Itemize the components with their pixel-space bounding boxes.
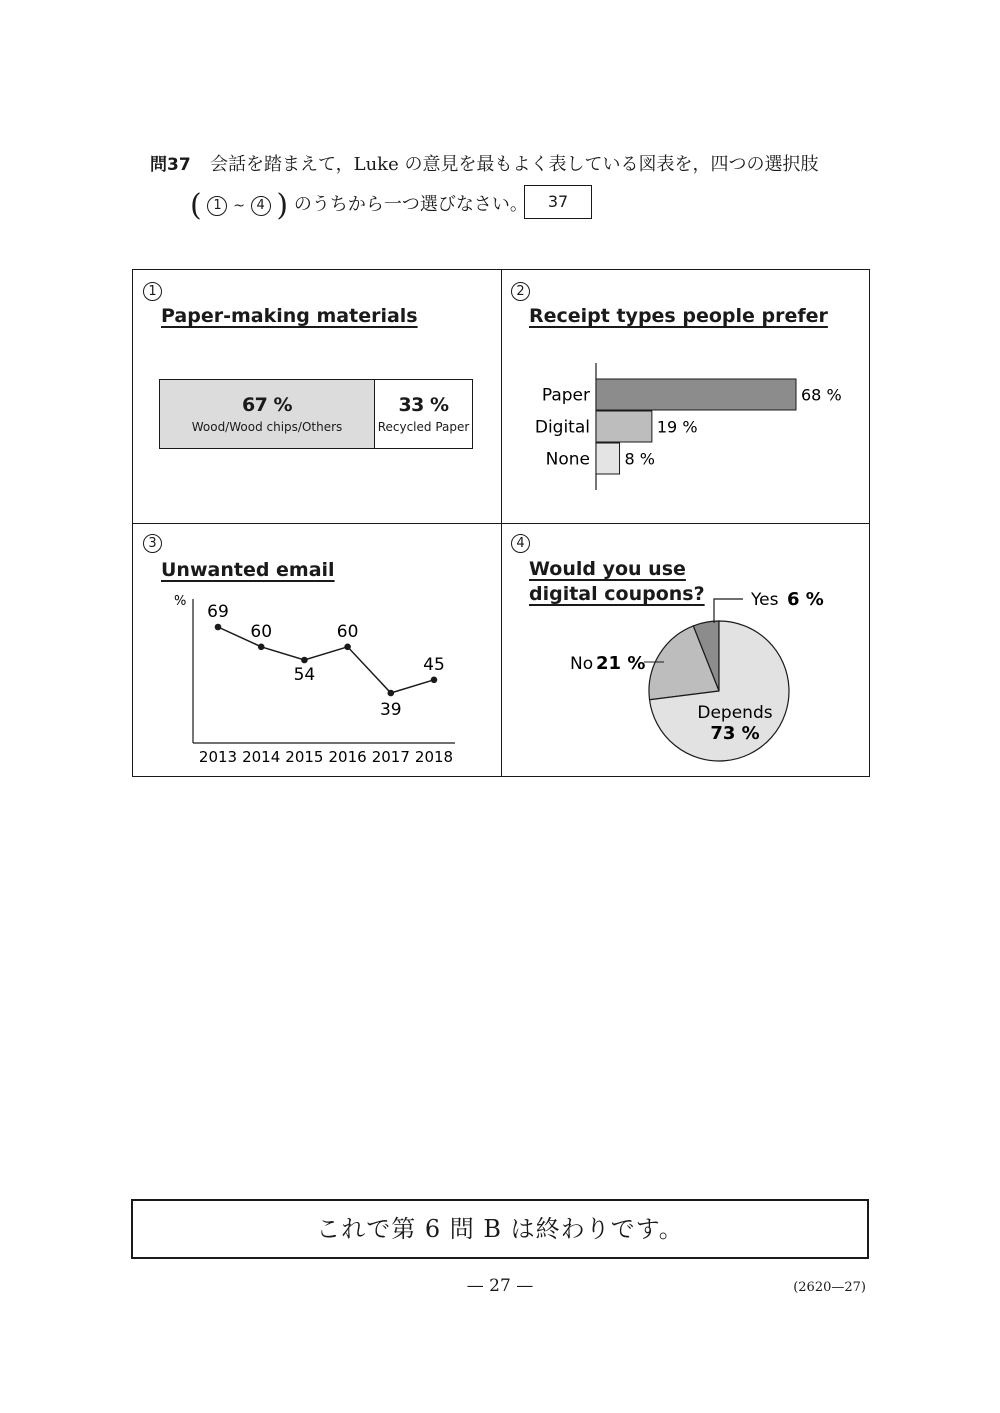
bar-segment-value: 67 % bbox=[241, 394, 293, 416]
pie-name-label: Depends bbox=[697, 703, 773, 723]
question-instruction: のうちから一つ選びなさい。 bbox=[293, 194, 528, 215]
bar-segment-label: Wood/Wood chips/Others bbox=[191, 420, 343, 434]
option-3-title: Unwanted email bbox=[161, 559, 335, 581]
option-3-number[interactable]: 3 bbox=[143, 534, 162, 553]
yes-leader-line bbox=[714, 599, 743, 623]
question-text-line1: 会話を踏まえて，Luke の意見を最もよく表している図表を，四つの選択肢 bbox=[210, 154, 819, 175]
bar-digital bbox=[596, 411, 652, 442]
x-tick-label: 2015 bbox=[285, 748, 324, 766]
answer-box[interactable]: 37 bbox=[524, 185, 592, 219]
grid-divider-horizontal bbox=[133, 523, 869, 524]
end-of-section-notice: これで第 6 問 B は終わりです。 bbox=[131, 1199, 869, 1259]
data-point bbox=[388, 690, 395, 697]
bar-segment-recycled bbox=[375, 380, 472, 448]
data-label: 39 bbox=[379, 700, 402, 720]
range-tilde: ~ bbox=[233, 198, 245, 214]
data-point bbox=[344, 644, 351, 651]
receipt-bar-chart bbox=[510, 355, 860, 500]
bar-category-label: Paper bbox=[541, 385, 590, 406]
option-2-title: Receipt types people prefer bbox=[529, 305, 828, 327]
data-label: 54 bbox=[293, 665, 316, 685]
y-axis-unit: % bbox=[174, 594, 187, 609]
option-4-title-line2: digital coupons? bbox=[529, 583, 705, 605]
bar-value-label: 68 % bbox=[801, 385, 842, 405]
bar-value-label: 19 % bbox=[656, 417, 698, 437]
x-tick-label: 2016 bbox=[328, 748, 367, 766]
question-number: 問37 bbox=[150, 155, 191, 175]
data-point bbox=[258, 644, 265, 651]
bar-category-label: Digital bbox=[534, 417, 590, 438]
x-tick-label: 2018 bbox=[414, 748, 454, 766]
close-paren: ) bbox=[276, 188, 289, 223]
bar-category-label: None bbox=[545, 449, 590, 470]
data-label: 69 bbox=[207, 602, 229, 622]
email-line-chart bbox=[160, 585, 480, 770]
bar-segment-value: 33 % bbox=[398, 394, 449, 416]
option-1-title: Paper-making materials bbox=[161, 305, 418, 327]
pie-value-label: 6 % bbox=[787, 589, 824, 610]
bar-value-label: 8 % bbox=[624, 449, 655, 469]
x-tick-label: 2014 bbox=[242, 748, 281, 766]
x-tick-label: 2017 bbox=[371, 748, 410, 766]
x-tick-label: 2013 bbox=[198, 748, 238, 766]
bar-segment-wood bbox=[160, 380, 375, 448]
pie-value-label: 21 % bbox=[596, 653, 646, 674]
data-label: 45 bbox=[423, 654, 445, 675]
data-point bbox=[215, 624, 222, 631]
option-4-number[interactable]: 4 bbox=[511, 534, 530, 553]
data-label: 60 bbox=[250, 621, 273, 642]
range-start-choice: 1 bbox=[207, 196, 227, 216]
pie-name-label: No bbox=[570, 654, 594, 674]
bar-paper bbox=[596, 379, 796, 410]
materials-stacked-bar bbox=[159, 379, 473, 449]
range-end-choice: 4 bbox=[251, 196, 271, 216]
option-2-number[interactable]: 2 bbox=[511, 282, 530, 301]
page-code: (2620—27) bbox=[793, 1280, 866, 1295]
data-point bbox=[301, 657, 308, 664]
bar-segment-label: Recycled Paper bbox=[377, 420, 470, 434]
pie-name-label: Yes bbox=[751, 590, 779, 610]
question-text-line2 bbox=[190, 188, 528, 223]
coupon-pie-chart bbox=[540, 580, 860, 770]
pie-value-label: 73 % bbox=[710, 723, 760, 744]
data-label: 60 bbox=[336, 621, 359, 642]
data-point bbox=[431, 677, 438, 684]
bar-none bbox=[596, 443, 620, 474]
open-paren: ( bbox=[190, 188, 202, 223]
option-1-number[interactable]: 1 bbox=[143, 282, 162, 301]
option-4-title-line1: Would you use bbox=[529, 558, 686, 580]
page-number: — 27 — bbox=[466, 1276, 534, 1296]
